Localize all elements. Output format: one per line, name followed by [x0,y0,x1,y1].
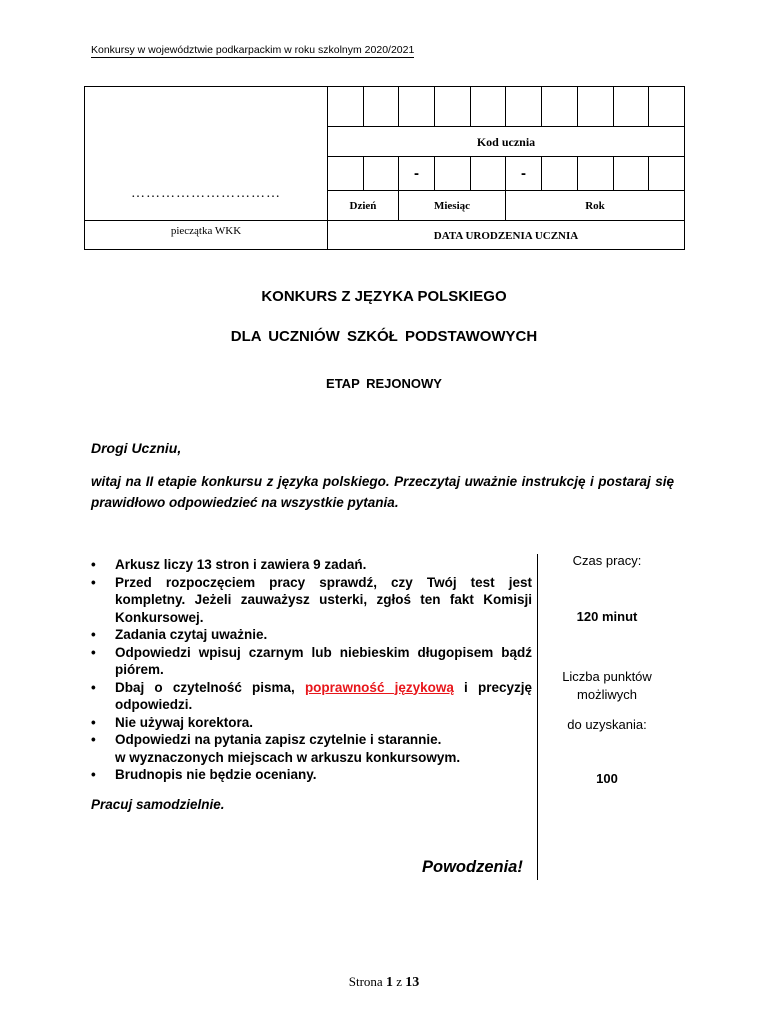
contest-stage: ETAP REJONOWY [326,376,442,391]
birth-year-box[interactable] [649,157,685,190]
day-label: Dzień [349,200,377,213]
bullet-icon: • [91,767,96,782]
bullet-icon: • [91,732,96,747]
year-label-cell [506,190,685,220]
birth-month-box[interactable] [471,157,506,190]
bullet-icon: • [91,679,96,695]
contest-header: Konkursy w województwie podkarpackim w roku szkolnym 2020/2021 [91,44,415,56]
time-label: Czas pracy: [572,553,642,568]
code-box[interactable] [614,87,649,127]
birth-date-label-cell [328,220,685,249]
page-footer: Strona 1 z 13 [348,974,420,990]
code-box[interactable] [435,87,471,127]
points-label: Liczba punktów możliwych [562,669,652,702]
column-divider [537,554,538,880]
contest-subtitle: DLA UCZNIÓW SZKÓŁ PODSTAWOWYCH [230,328,538,345]
birth-date-label: DATA URODZENIA UCZNIA [433,229,579,242]
points-value: 100 [596,771,618,786]
bullet-icon: • [91,644,96,660]
list-item: • Brudnopis nie będzie oceniany. [91,767,317,782]
points-label-cont: do uzyskania: [567,717,647,732]
time-value: 120 minut [576,609,638,624]
birth-year-box[interactable] [614,157,649,190]
page-total: 13 [405,975,420,990]
birth-day-box[interactable] [328,157,364,190]
intro-paragraph: witaj na II etapie konkursu z języka polskiego. Przeczytaj uważnie instrukcję i postaraj się prawidłowo odpowiedzieć na wszystkie pytania. [91,474,674,510]
stamp-label-cell [85,220,328,249]
good-luck-note: Powodzenia! [422,858,523,876]
code-box[interactable] [471,87,506,127]
code-box[interactable] [578,87,614,127]
stamp-label: pieczątka WKK [170,224,242,237]
code-box[interactable] [649,87,685,127]
month-label: Miesiąc [433,200,471,213]
student-code-label: Kod ucznia [476,134,536,149]
birth-year-box[interactable] [542,157,578,190]
student-code-label-cell [328,127,685,157]
stamp-dots: ………………………… [131,185,281,201]
greeting: Drogi Uczniu, [91,440,182,456]
list-item: • Zadania czytaj uważnie. [91,627,268,642]
list-item: • Przed rozpoczęciem pracy sprawdź, czy Twój test jest kompletny. Jeżeli zauważysz usterki, zgłoś ten fakt Komisji Konkursowej. [91,574,532,625]
bullet-icon: • [91,557,96,572]
day-label-cell [328,190,399,220]
birth-year-box[interactable] [578,157,614,190]
page-current: 1 [385,975,393,990]
highlighted-text: poprawność językową [304,679,454,695]
bullet-icon: • [91,574,96,590]
code-box[interactable] [328,87,364,127]
birth-month-box[interactable] [435,157,471,190]
code-box[interactable] [399,87,435,127]
instructions-list [91,556,532,784]
birth-day-box[interactable] [364,157,399,190]
list-item: • Dbaj o czytelność pisma, poprawność językową i precyzję odpowiedzi. [91,679,532,712]
student-info-form [84,86,685,250]
code-box[interactable] [506,87,542,127]
contest-title: KONKURS Z JĘZYKA POLSKIEGO [261,288,507,305]
list-item: • Arkusz liczy 13 stron i zawiera 9 zadań. [91,557,367,572]
year-label: Rok [585,200,605,213]
stamp-area [85,87,328,221]
list-item: • Odpowiedzi wpisuj czarnym lub niebieskim długopisem bądź piórem. [91,644,532,677]
list-item: • Nie używaj korektora. [91,714,254,730]
code-box[interactable] [542,87,578,127]
work-alone-note: Pracuj samodzielnie. [91,797,225,812]
list-item: • Odpowiedzi na pytania zapisz czytelnie i starannie. w wyznaczonych miejscach w arkuszu konkursowym. [91,732,461,765]
bullet-icon: • [91,714,96,730]
date-separator: - [399,157,435,190]
bullet-icon: • [91,627,96,642]
month-label-cell [399,190,506,220]
date-separator: - [506,157,542,190]
code-box[interactable] [364,87,399,127]
